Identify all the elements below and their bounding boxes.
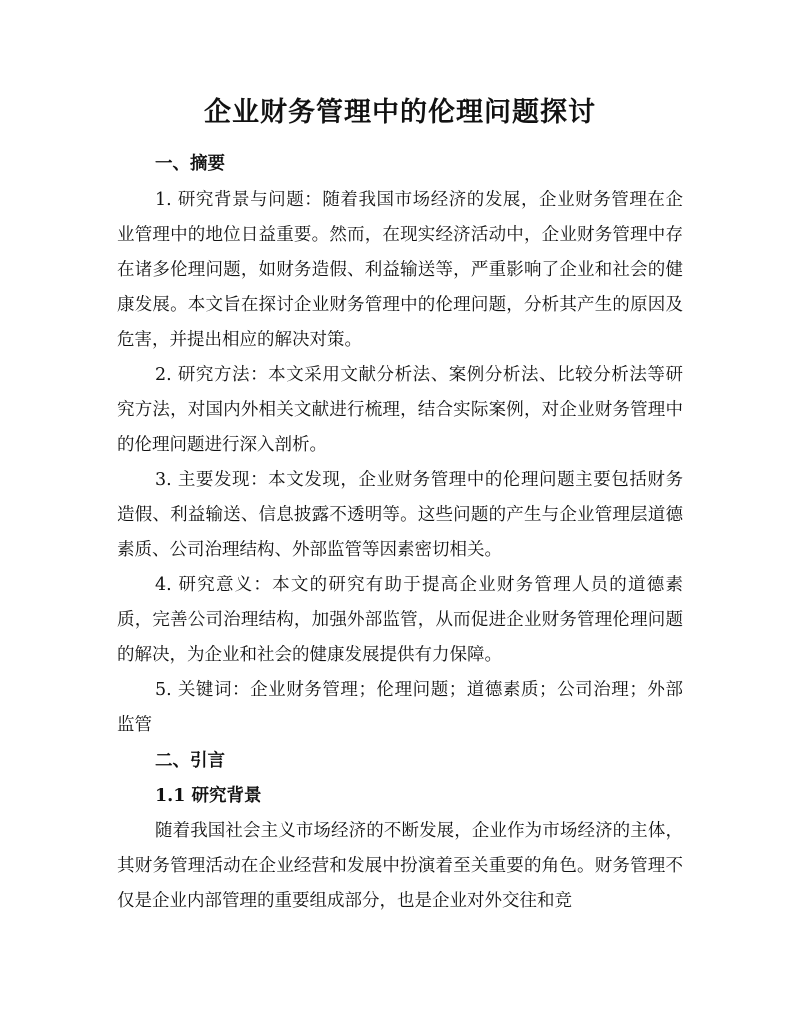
abstract-paragraph-findings: 3. 主要发现：本文发现，企业财务管理中的伦理问题主要包括财务造假、利益输送、信息披露不透明等。这些问题的产生与企业管理层道德素质、公司治理结构、外部监管等因素密切相关。 bbox=[117, 470, 683, 560]
section-heading-abstract: 一、摘要 bbox=[155, 154, 225, 174]
section-heading-introduction: 二、引言 bbox=[155, 751, 225, 771]
introduction-paragraph: 随着我国社会主义市场经济的不断发展，企业作为市场经济的主体，其财务管理活动在企业经营和发展中扮演着至关重要的角色。财务管理不仅是企业内部管理的重要组成部分，也是企业对外交往和竞 bbox=[117, 821, 683, 911]
abstract-paragraph-keywords: 5. 关键词：企业财务管理；伦理问题；道德素质；公司治理；外部监管 bbox=[117, 680, 683, 735]
document-title: 企业财务管理中的伦理问题探讨 bbox=[204, 97, 596, 128]
abstract-paragraph-significance: 4. 研究意义：本文的研究有助于提高企业财务管理人员的道德素质，完善公司治理结构，加强外部监管，从而促进企业财务管理伦理问题的解决，为企业和社会的健康发展提供有力保障。 bbox=[117, 575, 683, 665]
abstract-paragraph-background: 1. 研究背景与问题：随着我国市场经济的发展，企业财务管理在企业管理中的地位日益重要。然而，在现实经济活动中，企业财务管理中存在诸多伦理问题，如财务造假、利益输送等，严重影响了企业和社会的健康发展。本文旨在探讨企业财务管理中的伦理问题，分析其产生的原因及危害，并提出相应的解决对策。 bbox=[117, 190, 683, 350]
subsection-heading-research-background: 1.1 研究背景 bbox=[155, 786, 262, 806]
abstract-paragraph-methods: 2. 研究方法：本文采用文献分析法、案例分析法、比较分析法等研究方法，对国内外相关文献进行梳理，结合实际案例，对企业财务管理中的伦理问题进行深入剖析。 bbox=[117, 365, 683, 455]
